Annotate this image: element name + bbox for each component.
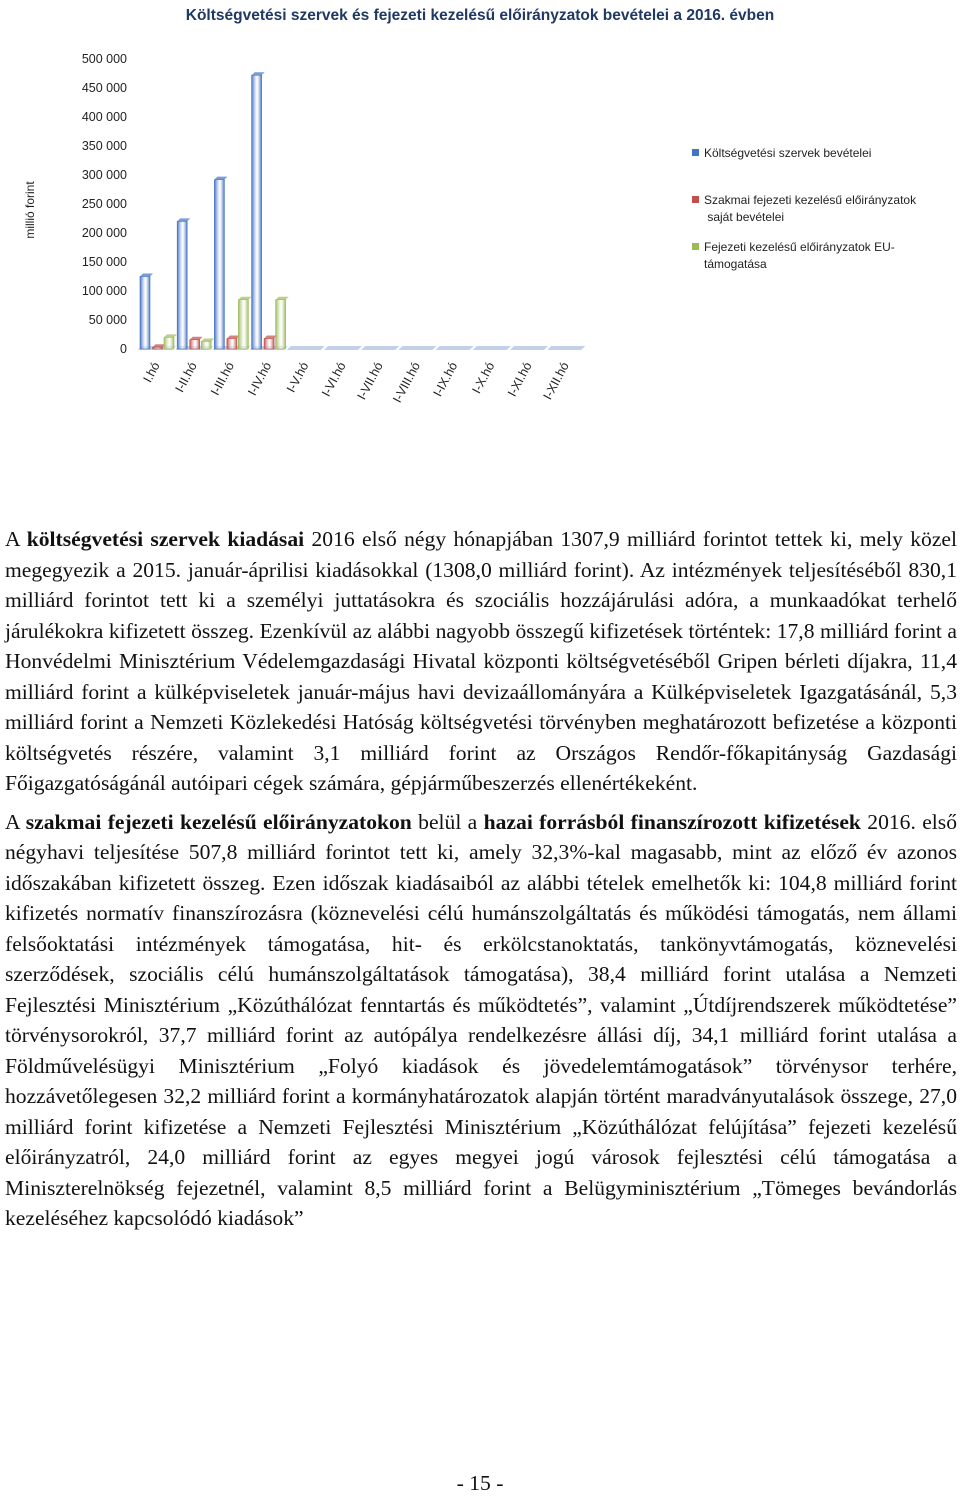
text-run: 2016. első négyhavi teljesítése 507,8 milliárd forintot tett ki, amely 32,3%-kal magasabb, mint az előző év azonos időszakában kifizetett összeg. Ezen időszak kiadásaiból az alábbi tételek emelhetők ki: 104,8 milliárd forint kifizetés normatív finanszírozásra (köznevelési célú humánszolgáltatás és működési támogatás, nem állami felsőoktatási intézmények támogatása, hit- és erkölcstanoktatás, tankönyvtámogatás, köznevelési szerződések, szociális célú humánszolgáltatások támogatása), 38,4 milliárd forint utalása a Nemzeti Fejlesztési Minisztérium „Közúthálózat fenntartás és működtetés”, valamint „Útdíjrendszerek működtetése” törvénysorokról, 37,7 milliárd forint az autópálya rendelkezésre állási díj, 34,1 milliárd forint utalása a Földművelésügyi Minisztérium „Folyó kiadások és jövedelemtámogatások” törvénysor terhére, hozzávetőlegesen 32,2 milliárd forint a kormányhatározatok alapján történt maradványutalások összege, 27,0 milliárd forint kifizetése a Nemzeti Fejlesztési Minisztérium „Közúthálózat felújítása” fejezeti kezelésű előirányzatról, 24,0 milliárd forint az egyes megyei jogú városok fejlesztési célú támogatása a Miniszterelnökség fejezetnél, valamint 8,5 milliárd forint a Belügyminisztérium „Tömeges bevándorlás kezeléséhez kapcsolódó kiadások” [5,809,957,1230]
bar-top [164,334,177,337]
bar [252,75,262,349]
chart-svg [0,0,960,480]
bar [264,339,274,349]
category-floor [473,346,511,350]
x-axis-ticks [140,360,571,405]
bar [227,339,237,349]
x-tick-label: I-VIII.hó [390,359,424,406]
y-tick-label: 400 000 [81,110,127,124]
text-run: A [5,527,27,551]
y-tick-label: 0 [120,342,127,356]
paragraph-chapter-appropriations [5,807,957,1234]
x-tick-label: I-V.hó [283,359,312,395]
bold-phrase: hazai forrásból finanszírozott kifizetések [483,809,861,834]
y-tick-label: 100 000 [81,284,127,298]
bar-top [177,218,190,221]
bar-top [264,336,277,339]
y-tick-label: 450 000 [81,81,127,95]
category-floor [324,346,362,350]
x-tick-label: I-XI.hó [504,359,535,399]
body-text [5,524,957,1242]
y-tick-label: 300 000 [81,168,127,182]
y-tick-label: 150 000 [81,255,127,269]
bar-top [227,336,240,339]
x-tick-label: I.hó [140,359,163,385]
bar [140,277,150,350]
bar [153,347,163,349]
bar-top [201,338,214,341]
y-axis-ticks [82,52,127,356]
chart-title: Költségvetési szervek és fejezeti kezelésű előirányzatok bevételei a 2016. évben [185,7,775,24]
bold-phrase: szakmai fejezeti kezelésű előirányzatokon [25,809,412,834]
bold-phrase: költségvetési szervek kiadásai [26,527,305,551]
bar [238,300,248,349]
bar-top [190,337,203,340]
y-tick-label: 200 000 [81,226,127,240]
bar-top [276,297,289,300]
bar-top [214,177,227,180]
bar-top [140,274,153,277]
legend-swatch [692,196,699,203]
paragraph-expenditure [5,524,957,799]
bar [201,341,211,349]
x-tick-label: I-XII.hó [540,359,572,402]
category-floor [398,346,436,350]
x-tick-label: I-II.hó [172,359,200,395]
category-floor [510,346,548,350]
y-axis-label: millió forint [23,181,37,239]
x-tick-label: I-IV.hó [245,359,275,398]
bar [214,180,224,349]
x-tick-label: I-III.hó [208,359,238,398]
legend-label: Költségvetési szervek bevételei [704,146,872,160]
bar-top [238,297,251,300]
x-tick-label: I-IX.hó [430,359,461,399]
bar-top [252,72,265,75]
legend-label: Fejezeti kezelésű előirányzatok EU-támogatása [704,240,895,271]
x-tick-label: I-X.hó [469,359,498,396]
legend-swatch [692,243,699,250]
legend-swatch [692,149,699,156]
category-floor [361,346,399,350]
bar [177,221,187,349]
y-tick-label: 50 000 [88,313,127,327]
revenue-chart [0,0,960,480]
text-run: belül a [411,809,484,834]
category-floor [547,346,585,350]
chart-legend [692,146,917,271]
y-tick-label: 500 000 [81,52,127,66]
text-run: A [5,809,26,834]
page-number: - 15 - [456,1471,504,1495]
category-floor [287,346,325,350]
y-tick-label: 350 000 [81,139,127,153]
bar-series [138,72,585,350]
bar [190,340,200,349]
y-tick-label: 250 000 [81,197,127,211]
text-run: 2016 első négy hónapjában 1307,9 milliárd forintot tettek ki, mely közel megegyezik a 2015. január-áprilisi kiadásokkal (1308,0 milliárd forint). Az intézmények teljesítéséből 830,1 milliárd forintot tett ki a személyi juttatásokra és szociális hozzájárulási adóra, a munkaadókat terhelő járulékokra kifizetett összeg. Ezenkívül az alábbi nagyobb összegű kifizetések történtek: 17,8 milliárd forint a Honvédelmi Minisztérium Védelemgazdasági Hivatal központi költségvetéséből Gripen bérleti díjakra, 11,4 milliárd forint a külképviseletek január-május havi devizaállományára a Külképviseletek Igazgatásánál, 5,3 milliárd forint a Nemzeti Közlekedési Hatóság költségvetési törvényben meghatározott befizetése a központi költségvetés részére, valamint 3,1 milliárd forint az Országos Rendőr-főkapitányság Gazdasági Főigazgatóságánál autóipari cégek számára, gépjárműbeszerzés ellenértékeként. [5,527,957,795]
legend-label: Szakmai fejezeti kezelésű előirányzatok saját bevételei [704,193,917,224]
bar [276,300,286,349]
x-tick-label: I-VII.hó [354,359,386,402]
category-floor [436,346,474,350]
x-tick-label: I-VI.hó [318,359,349,399]
bar [164,337,174,349]
